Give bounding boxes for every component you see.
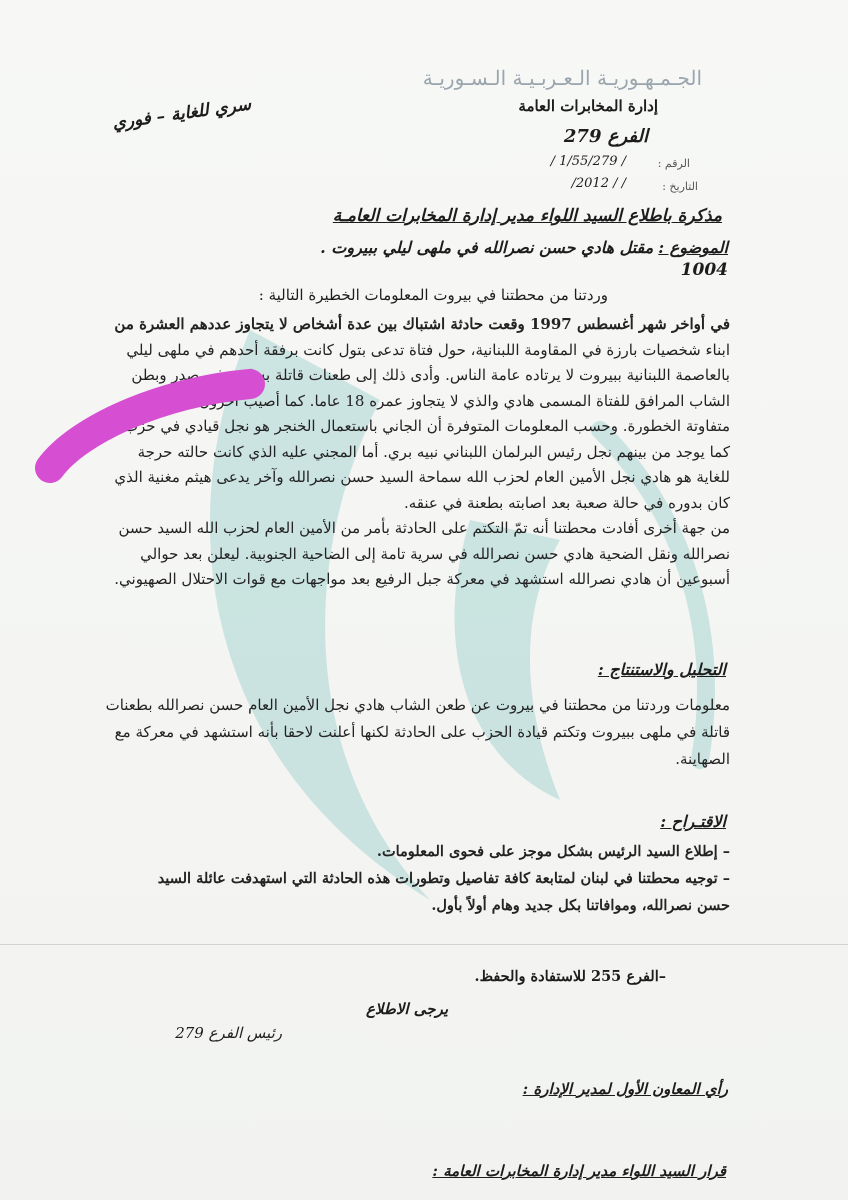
deputy-opinion: رأي المعاون الأول لمدير الإدارة :: [522, 1080, 728, 1098]
please-review: يرجى الاطلاع: [365, 1000, 448, 1018]
body-line: بالعاصمة اللبنانية ببيروت لا يرتاده عامة الناس. وأدى ذلك إلى طعنات قاتلة بسكين في صدر وبطن: [131, 366, 730, 384]
department-name: إدارة المخابرات العامة: [518, 97, 658, 115]
date-label: التاريخ :: [662, 180, 698, 193]
proposal-heading: الاقتـراح :: [660, 812, 726, 831]
body-line: من جهة أخرى أفادت محطتنا أنه تمّ التكتم على الحادثة بأمر من الأمين العام لحزب الله السيد حسن: [118, 519, 730, 537]
reference-value: / 1/55/279 /: [550, 154, 626, 169]
country-name: الجـمـهـوريـة الـعـربـيـة الـسـوريـة: [422, 66, 702, 90]
copy-to-branch: –الفرع 255 للاستفادة والحفظ.: [474, 968, 666, 985]
body-line: الشاب المرافق للفتاة المسمى هادي والذي لا يتجاوز عمره 18 عاما. كما أصيب آخرون اصابات: [149, 391, 730, 410]
body-line: في أواخر شهر أغسطس 1997 وقعت حادثة اشتباك بين عدة أشخاص لا يتجاوز عددهم العشرة من: [114, 315, 730, 333]
page-fold-line: [0, 944, 848, 945]
date-value: / / 2012/: [571, 176, 626, 191]
body-line: كان بدوره في حالة صعبة بعد اصابته بطعنة في عنقه.: [403, 493, 730, 512]
proposal-item: – توجيه محطتنا في لبنان لمتابعة كافة تفاصيل وتطورات هذه الحادثة التي استهدفت عائلة السيد: [157, 870, 730, 887]
reference-label: الرقم :: [657, 157, 690, 170]
analysis-line: قاتلة في ملهى ببيروت وتكتم قيادة الحزب على الحادثة لكنها أعلنت لاحقا بأنه استشهد في معركة مع: [114, 723, 730, 741]
analysis-line: الصهاينة.: [675, 750, 730, 768]
intro-line: وردتنا من محطتنا في بيروت المعلومات الخطيرة التالية :: [258, 286, 608, 304]
branch-number: الفرع 279: [563, 126, 648, 147]
body-line: كما يوجد من بينهم نجل رئيس البرلمان اللبناني نبيه بري. أما المجني عليه الذي كانت حالته حرجة: [137, 442, 730, 461]
proposal-body: [60, 838, 730, 919]
branch-head-signature: رئيس الفرع 279: [175, 1024, 282, 1042]
body-line: نصرالله ونقل الضحية هادي حسن نصرالله في سرية تامة إلى الضاحية الجنوبية. ليعلن بعد حوالي: [140, 544, 730, 563]
document-number: 1004: [680, 260, 728, 280]
analysis-heading: التحليل والاستنتاج :: [597, 660, 726, 679]
proposal-item: – إطلاع السيد الرئيس بشكل موجز على فحوى المعلومات.: [376, 843, 730, 860]
analysis-body: [60, 692, 730, 773]
subject-text: مقتل هادي حسن نصرالله في ملهى ليلي ببيروت .: [320, 238, 654, 257]
body-line: للغاية هو هادي نجل الأمين العام لحزب الله سماحة السيد حسن نصرالله وآخر يدعى هيثم مغنية الذي: [114, 468, 730, 486]
body-line: أسبوعين أن هادي نصرالله استشهد في معركة جبل الرفيع بعد مواجهات مع قوات الاحتلال الصهيوني.: [114, 570, 730, 588]
handwritten-urgent-note: سري للغاية – فوري: [111, 94, 253, 134]
body-line: متفاوتة الخطورة. وحسب المعلومات المتوفرة أن الجاني باستعمال الخنجر هو نجل قيادي في حزب الله،: [92, 417, 730, 435]
subject-label: الموضوع :: [658, 238, 728, 257]
body-line: ابناء شخصيات بارزة في المقاومة اللبنانية، حول فتاة تدعى بتول كانت برفقة أحدهم في ملهى ليلي: [126, 340, 730, 359]
proposal-item: حسن نصرالله، وموافاتنا بكل جديد وهام أولاً بأول.: [431, 897, 730, 914]
memo-title: مذكرة باطلاع السيد اللواء مدير إدارة المخابرات العامـة: [332, 206, 722, 226]
director-decision: قرار السيد اللواء مدير إدارة المخابرات العامة :: [432, 1162, 726, 1180]
analysis-line: معلومات وردتنا من محطتنا في بيروت عن طعن الشاب هادي نجل الأمين العام حسن نصرالله بطعنات: [105, 696, 730, 714]
